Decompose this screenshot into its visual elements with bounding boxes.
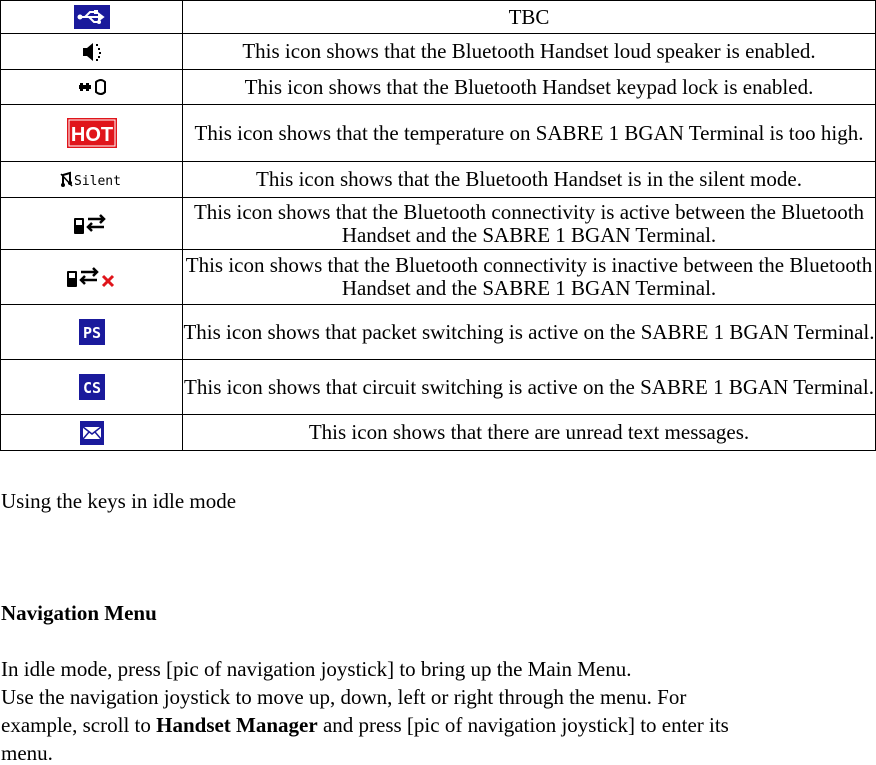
icon-cell bbox=[1, 305, 183, 360]
table-row bbox=[1, 250, 876, 305]
icon-description: TBC bbox=[183, 1, 876, 34]
usb-icon bbox=[74, 5, 110, 29]
icon-description: This icon shows that circuit switching is active on the SABRE 1 BGAN Terminal. bbox=[183, 360, 876, 415]
key-lock-icon bbox=[77, 78, 107, 96]
icon-cell bbox=[1, 360, 183, 415]
table-row bbox=[1, 70, 876, 105]
icon-description: This icon shows that the Bluetooth connectivity is inactive between the Bluetooth Handset and the SABRE 1 BGAN Terminal. bbox=[183, 250, 876, 305]
table-row bbox=[1, 360, 876, 415]
svg-text:CS: CS bbox=[82, 379, 101, 397]
table-row bbox=[1, 162, 876, 198]
icon-cell bbox=[1, 250, 183, 305]
cs-icon bbox=[79, 374, 105, 400]
table-row bbox=[1, 305, 876, 360]
icon-description: This icon shows that there are unread text messages. bbox=[183, 415, 876, 451]
icon-cell bbox=[1, 162, 183, 198]
icon-cell bbox=[1, 34, 183, 70]
icon-cell bbox=[1, 415, 183, 451]
handset-manager-term: Handset Manager bbox=[156, 713, 318, 737]
icon-description: This icon shows that the Bluetooth connectivity is active between the Bluetooth Handset and the SABRE 1 BGAN Terminal. bbox=[183, 198, 876, 250]
ps-icon bbox=[79, 319, 105, 345]
icon-description: This icon shows that the Bluetooth Handset keypad lock is enabled. bbox=[183, 70, 876, 105]
svg-text:Silent: Silent bbox=[73, 173, 121, 189]
bt-active-icon bbox=[72, 213, 112, 235]
icon-description: This icon shows that packet switching is active on the SABRE 1 BGAN Terminal. bbox=[183, 305, 876, 360]
silent-icon bbox=[60, 171, 124, 189]
icon-description: This icon shows that the Bluetooth Handset loud speaker is enabled. bbox=[183, 34, 876, 70]
body-line: example, scroll to Handset Manager and press [pic of navigation joystick] to enter its bbox=[1, 713, 729, 737]
svg-text:HOT: HOT bbox=[70, 124, 113, 146]
navigation-menu-heading: Navigation Menu bbox=[1, 601, 157, 625]
icon-cell bbox=[1, 1, 183, 34]
icon-description: This icon shows that the temperature on SABRE 1 BGAN Terminal is too high. bbox=[183, 105, 876, 162]
speaker-icon bbox=[81, 41, 103, 63]
icon-description: This icon shows that the Bluetooth Handset is in the silent mode. bbox=[183, 162, 876, 198]
svg-text:PS: PS bbox=[82, 324, 101, 342]
table-row bbox=[1, 1, 876, 34]
icon-cell bbox=[1, 70, 183, 105]
icon-cell bbox=[1, 105, 183, 162]
envelope-icon bbox=[80, 421, 104, 445]
bt-inactive-icon bbox=[65, 266, 119, 288]
icon-cell bbox=[1, 198, 183, 250]
table-row bbox=[1, 415, 876, 451]
body-line: Use the navigation joystick to move up, down, left or right through the menu. For bbox=[1, 685, 687, 709]
table-row bbox=[1, 198, 876, 250]
body-line: In idle mode, press [pic of navigation joystick] to bring up the Main Menu. bbox=[1, 657, 632, 681]
hot-icon bbox=[67, 118, 117, 148]
table-row bbox=[1, 34, 876, 70]
table-row bbox=[1, 105, 876, 162]
idle-mode-heading: Using the keys in idle mode bbox=[1, 489, 237, 513]
body-line: menu. bbox=[1, 741, 53, 765]
